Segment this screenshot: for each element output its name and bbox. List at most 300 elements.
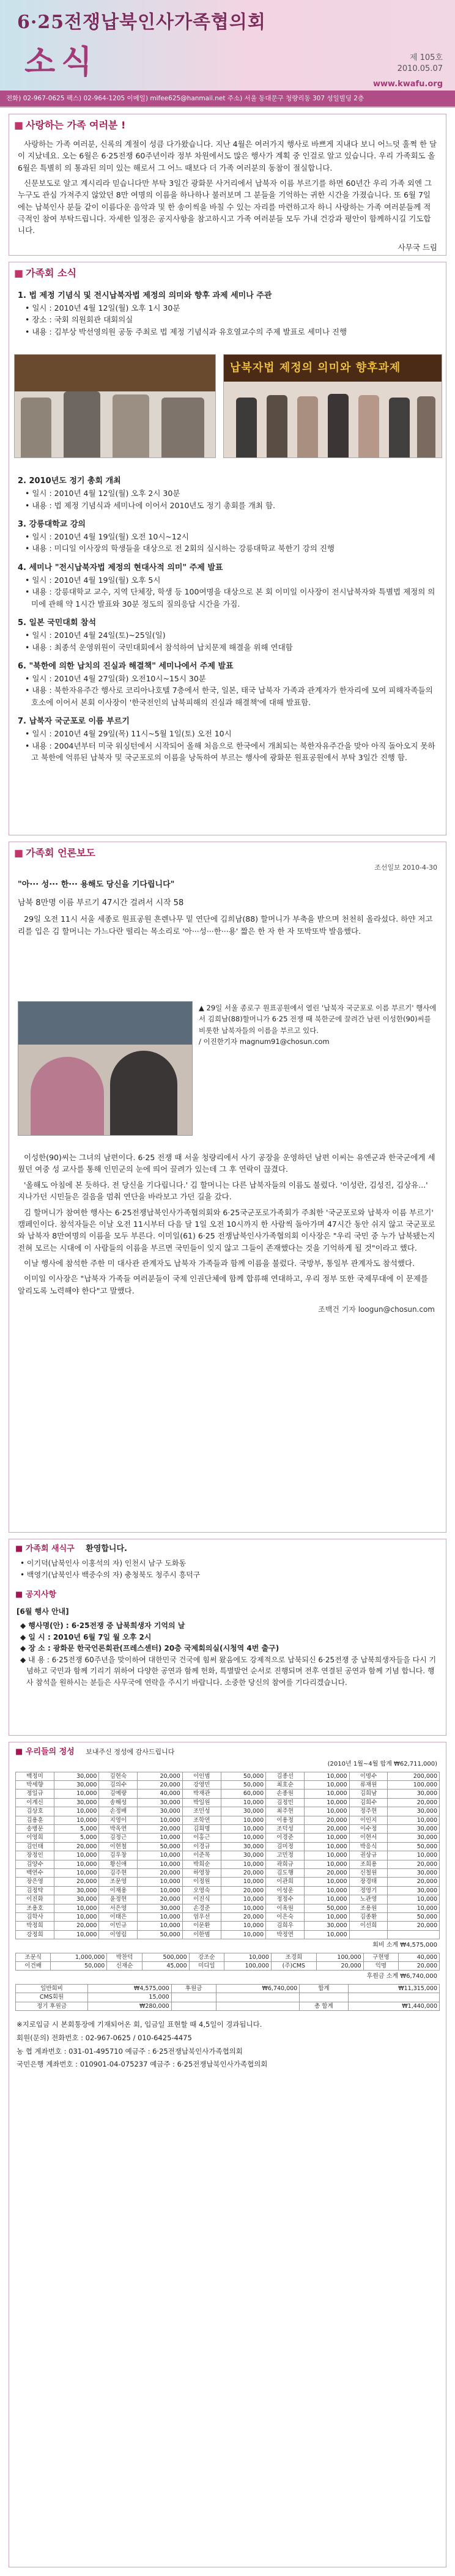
table-cell-amount: 10,000 (54, 1790, 98, 1798)
table-cell-amount: 20,000 (305, 1816, 349, 1824)
table-cell-amount: 20,000 (138, 1824, 182, 1833)
news-item-line: • 일시 : 2010년 4월 29일(목) 11시~5월 1일(토) 오전 10시 (25, 729, 232, 739)
photo-figure (389, 398, 410, 458)
table-cell-amount: 30,000 (221, 1807, 265, 1816)
table-cell-name: 조문식 (16, 1953, 51, 1961)
news-item-line: • 장소 : 국회 의원회관 대회의실 (25, 315, 133, 325)
bullet-icon: ■ (15, 1747, 23, 1756)
table-cell-name: 조희용 (349, 1860, 388, 1868)
table-row (16, 2002, 440, 2010)
newsletter-header (0, 0, 455, 108)
table-cell-name: 이현철 (99, 1842, 138, 1851)
photo-figure (297, 396, 318, 458)
table-cell-name: 김현숙 (99, 1772, 138, 1780)
section-heading: ■ 가족회 언론보도 (14, 847, 95, 859)
table-cell-amount: 10,000 (221, 1930, 265, 1939)
notice-line: ◆ 일 시 : 2010년 6월 7일 월 오후 2시 (20, 1632, 152, 1641)
table-cell-name: 최주현 (266, 1807, 305, 1816)
table-cell-name: 신철원 (349, 1868, 388, 1877)
table-cell-name: 이경규 (182, 1842, 221, 1851)
sponsor-table (15, 1953, 440, 1971)
table-cell-amount: 10,000 (54, 1807, 98, 1816)
news-items-list (9, 468, 446, 763)
table-cell-name: 김정근 (99, 1834, 138, 1842)
table-cell-amount: 30,000 (138, 1798, 182, 1807)
table-cell-name: 이은숙 (266, 1912, 305, 1921)
table-cell-amount: 45,000 (142, 1961, 189, 1970)
photo-figure (236, 398, 257, 458)
table-cell-name: 후원금 (171, 1984, 216, 1993)
table-cell-amount: 10,000 (388, 1816, 440, 1824)
table-cell-amount: 10,000 (305, 1886, 349, 1895)
news-item-title: 5. 일본 국민대회 참석 (18, 618, 97, 628)
table-cell-name (349, 1930, 388, 1939)
table-cell-name: 이수정 (349, 1824, 388, 1833)
table-cell-amount: 10,000 (221, 1798, 265, 1807)
table-cell-amount: 10,000 (305, 1895, 349, 1904)
letter-paragraph: 사랑하는 가족 여러분, 신록의 계절이 성큼 다가왔습니다. 지난 4월은 여러가지 행사로 바쁘게 지내다 보니 어느덧 훌쩍 한 달이 지났네요. 오는 6월은 6·25전쟁 60주년이라 정부 차원에서도 많은 행사가 계획 중 인걸로 알고 있습니다. 우리 가족회도 올 6월은 특별히 의 통과된 의미 있는 해로서 그 어느 때보다 더 가족 여러분의 동참이 절실합니다. (18, 139, 437, 172)
table-cell-amount: 50,000 (221, 1781, 265, 1790)
new-members-heading: ■ 가족회 새식구 환영합니다. (15, 1544, 127, 1553)
table-cell-amount: 10,000 (54, 1930, 98, 1939)
notice-heading: ■ 공지사항 (15, 1590, 57, 1600)
table-cell-amount: 10,000 (305, 1930, 349, 1939)
table-cell-name: 조학연 (182, 1816, 221, 1824)
table-cell-amount: ₩280,000 (88, 2002, 172, 2010)
table-cell-name: 윤정현 (99, 1895, 138, 1904)
table-cell-amount: 40,000 (399, 1953, 440, 1961)
news-item-line: • 내용 : 2004년부터 미국 워싱턴에서 시작되어 올해 처음으로 한국에서 개최되는 북한자유주간을 맞아 아직 돌아오지 못하고 북한에 억류된 납북자 및 국군포로의 이름을 낭독하여 부르는 행사에 광화문 원표공원에서 부탁 3일간 진행 함. (25, 741, 435, 763)
table-cell-amount: 20,000 (399, 1961, 440, 1970)
table-cell-name: 이명수 (349, 1772, 388, 1780)
table-cell-amount: 10,000 (138, 1860, 182, 1868)
table-row (16, 1868, 440, 1877)
table-cell-name: 이영희 (16, 1834, 54, 1842)
article-paragraph: '올해도 아침에 본 듯하다. 전 당신을 기다립니다.' 김 할머니는 다른 납북자들의 이름도 불렀다. '이성란, 김성진, 김상유...' 지나가던 시민들은 걸음을 멈춰 연단을 바라보고 가던 길을 갔다. (18, 1180, 428, 1202)
table-cell-amount: 30,000 (388, 1807, 440, 1816)
seminar-photo-left (14, 354, 216, 458)
table-row (16, 1790, 440, 1798)
table-cell-amount: 20,000 (305, 1824, 349, 1833)
news-item-line: • 내용 : 강릉대학교 교수, 지역 단체장, 학생 등 100여명을 대상으로 본 회 이미일 이사장이 전시납북자와 특별법 제정의 의미에 관해 약 1시간 발표와 30분 정도의 질의응답 시간을 가짐. (25, 587, 435, 609)
table-cell-name: 최호순 (266, 1781, 305, 1790)
news-item-line: • 일시 : 2010년 4월 12일(월) 오후 2시 30분 (25, 489, 180, 498)
table-cell-amount: 10,000 (305, 1807, 349, 1816)
table-cell-name: 손경준 (182, 1904, 221, 1912)
bullet-icon: ■ (15, 1544, 23, 1553)
table-cell-name: 이성운 (266, 1886, 305, 1895)
table-cell-name: 곽희규 (266, 1860, 305, 1868)
table-row (16, 1851, 440, 1860)
table-cell-name: 김정민 (266, 1798, 305, 1807)
notice-subheading: [6월 행사 안내] (17, 1607, 69, 1616)
table-cell-amount: 10,000 (305, 1798, 349, 1807)
press-photo-caption: ▲ 29일 서울 종로구 원표공원에서 열린 '납북자 국군포로 이름 부르기' 행사에서 김희남(88)할머니가 6·25 전쟁 때 북한군에 끌려간 남편 이성한(90)씨를 비롯한 납북자들의 이름을 부르고 있다. / 이진한기자 magnum91@chosun.com (199, 1002, 437, 1048)
table-cell-amount: 20,000 (388, 1922, 440, 1930)
table-cell-amount: 50,000 (305, 1904, 349, 1912)
table-cell-name: 이영림 (99, 1930, 138, 1939)
table-row (16, 1993, 440, 2002)
table-cell-name: 이현서 (349, 1834, 388, 1842)
table-cell-name: 박정연 (266, 1930, 305, 1939)
photo-figure (328, 394, 349, 458)
contact-bar: 전화) 02-967-0625 팩스) 02-964-1205 이메일) mifee625@hanmail.net 주소) 서울 동대문구 청량리동 307 성일빌딩 2층 (0, 91, 455, 106)
table-cell-amount: 10,000 (305, 1834, 349, 1842)
news-item-line: • 내용 : 북한자유주간 행사로 코리아나호텔 7층에서 한국, 일본, 태국 납북자 가족과 관계자가 한자리에 모여 피해자족들의 호소에 이어서 본회 이사장이 '한국전인의 납북피해의 진실과 해결책'에 대해 발표함. (25, 686, 433, 707)
table-cell-name: 박세향 (16, 1781, 54, 1790)
table-cell-amount: 10,000 (221, 1922, 265, 1930)
table-cell-name: 이민규 (99, 1922, 138, 1930)
table-cell-name: 김학사 (16, 1912, 54, 1921)
photo-backdrop (15, 355, 216, 391)
table-cell-name: 미디일 (189, 1961, 224, 1970)
table-cell-amount: 10,000 (138, 1851, 182, 1860)
table-cell-amount: 5,000 (54, 1834, 98, 1842)
table-cell-amount: 30,000 (388, 1834, 440, 1842)
table-cell-name: 지영이 (99, 1816, 138, 1824)
table-cell-name (171, 2002, 216, 2010)
article-byline: 조백건 기자 loogun@chosun.com (318, 1305, 435, 1314)
table-cell-amount: 50,000 (388, 1912, 440, 1921)
table-cell-name: 황신애 (99, 1860, 138, 1868)
table-cell-amount: 10,000 (305, 1772, 349, 1780)
table-cell-name: 조문영 (99, 1878, 138, 1886)
news-item (9, 555, 446, 610)
table-cell-amount: 20,000 (54, 1922, 98, 1930)
table-cell-amount: 15,000 (88, 1993, 172, 2002)
table-cell-name: 김종선 (266, 1772, 305, 1780)
news-section (9, 262, 446, 835)
donations-subtotal: 회비 소계 ₩4,575,000 (372, 1942, 437, 1949)
issue-number: 제 105호 (409, 53, 443, 62)
section-heading: ■ 사랑하는 가족 여러분 ! (14, 119, 126, 131)
table-cell-name: 김도행 (266, 1868, 305, 1877)
table-cell-name: 김주현 (99, 1868, 138, 1877)
table-cell-name: 박응식 (349, 1842, 388, 1851)
news-item (9, 708, 446, 763)
table-cell-amount: 30,000 (388, 1790, 440, 1798)
news-item-title: 6. "북한에 의한 납치의 진실과 해결책" 세미나에서 주제 발표 (18, 661, 234, 671)
table-cell-amount: 50,000 (138, 1842, 182, 1851)
table-cell-amount: 10,000 (221, 1816, 265, 1824)
article-paragraph: 김 할머니가 참여한 행사는 6·25전쟁납북인사가족협의회와 6·25국군포로가족회가 주최한 '국군포로와 납북자 이름 부르기' 캠페인이다. 참석자들은 이날 오전 11시부터 다음 달 1일 오전 10시까지 한 사람씩 돌아가며 47시간 동안 쉬지 않고 국군포로와 납북자 8만여명의 이름을 모두 부른다. 이미일(61) 6·25 전쟁납북인사가족협의회 이사장은 "우리 국민 중 누가 납북됐는지 전혀 모르는 시대에 이 사람들의 이름을 부르면 국민들이 잊지 않고 그들이 존재했다는 것을 기억하게 될 것"이라고 했다. (18, 1207, 435, 1253)
table-cell-name: 정영기 (349, 1886, 388, 1895)
table-cell-name: 조경희 (271, 1953, 316, 1961)
table-cell-amount: 10,000 (54, 1816, 98, 1824)
table-row (16, 1878, 440, 1886)
table-cell-name: 박옥연 (99, 1824, 138, 1833)
press-article-body (9, 1148, 446, 1316)
table-cell-name: 류재원 (349, 1781, 388, 1790)
members-notice-section (9, 1539, 446, 1736)
photo-figure (21, 398, 51, 458)
table-cell-amount: 30,000 (54, 1772, 98, 1780)
photo-figure (161, 398, 204, 458)
table-row (16, 1904, 440, 1912)
table-cell-name: 서은영 (99, 1904, 138, 1912)
table-cell-name: 이인범 (182, 1772, 221, 1780)
table-cell-amount: 50,000 (51, 1961, 107, 1970)
notice-body (9, 1602, 446, 1688)
table-cell-name: 손종원 (266, 1790, 305, 1798)
table-cell-amount: ₩4,575,000 (88, 1984, 172, 1993)
donations-heading: ■ 우리들의 정성 보내주신 정성에 감사드립니다 (15, 1747, 175, 1756)
bullet-icon: ■ (14, 847, 24, 859)
table-cell-name: 조덕성 (266, 1824, 305, 1833)
table-cell-name: 이한범 (182, 1930, 221, 1939)
news-item-line: • 일시 : 2010년 4월 27일(화) 오전10시~15시 30분 (25, 674, 206, 684)
table-cell-amount (388, 1930, 440, 1939)
table-cell-name: 익명 (363, 1961, 398, 1970)
table-cell-amount: 30,000 (388, 1868, 440, 1877)
table-cell-amount: 10,000 (138, 1816, 182, 1824)
news-item-title: 4. 세미나 "전시납북자법 제정의 현대사적 의미" 주제 발표 (18, 563, 223, 572)
news-item-line: • 내용 : 김부상 박선영의원 공동 주최로 법 제정 기념식과 유호열교수의 주제 발표로 세미나 진행 (25, 327, 347, 336)
table-cell-amount: 20,000 (138, 1772, 182, 1780)
table-cell-amount: 20,000 (221, 1912, 265, 1921)
table-cell-amount: 20,000 (54, 1878, 98, 1886)
table-cell-amount: ₩6,740,000 (216, 1984, 300, 1993)
table-cell-amount: 10,000 (388, 1895, 440, 1904)
press-intro: 29일 오전 11시 서울 세종로 원표공원 흔렌나무 밑 연단에 김희남(88) 할머니가 부축을 받으며 천천히 올라섰다. 하얀 저고리를 입은 김 할머니는 가느다란 떨리는 목소리로 '아···성···한···용' 짧은 한 자 한 자 또박또박 발음했다. (18, 914, 433, 936)
table-cell-amount: 20,000 (221, 1868, 265, 1877)
table-cell-amount: 20,000 (138, 1781, 182, 1790)
news-item-line: • 내용 : 최종석 운영위원이 국민대회에서 참석하여 납치문제 해결을 위해 연대함 (25, 642, 293, 652)
table-cell-name: 조용원 (349, 1904, 388, 1912)
table-cell-amount: 40,000 (138, 1790, 182, 1798)
table-row (16, 1824, 440, 1833)
sponsor-subtotal: 후원금 소계 ₩6,740,000 (366, 1973, 437, 1980)
table-cell-amount: 10,000 (54, 1851, 98, 1860)
table-cell-amount: 30,000 (221, 1842, 265, 1851)
table-cell-amount: 10,000 (305, 1790, 349, 1798)
table-cell-amount: 20,000 (54, 1842, 98, 1851)
summary-table (15, 1984, 440, 2011)
table-row (16, 1930, 440, 1939)
table-cell-name: 이재용 (99, 1886, 138, 1895)
table-cell-name: 이진화 (16, 1895, 54, 1904)
table-row (16, 1953, 440, 1961)
table-cell-amount: 30,000 (54, 1886, 98, 1895)
table-cell-amount: 10,000 (221, 1878, 265, 1886)
table-cell-name: 이준목 (182, 1851, 221, 1860)
table-cell-amount: 10,000 (224, 1953, 272, 1961)
table-cell-amount (216, 2002, 300, 2010)
news-item (9, 653, 446, 708)
table-row (16, 1886, 440, 1895)
table-cell-name: 김희수 (349, 1798, 388, 1807)
table-cell-amount: 10,000 (221, 1904, 265, 1912)
table-cell-name: 김인태 (16, 1842, 54, 1851)
table-cell-amount: 10,000 (305, 1878, 349, 1886)
table-cell-name: 김희명 (182, 1824, 221, 1833)
seminar-photo-right (223, 354, 442, 458)
table-cell-amount (348, 1993, 439, 2002)
news-item-line: • 내용 : 법 제정 기념식과 세미나에 이어서 2010년도 정기 총회를 개최 함. (25, 500, 276, 510)
table-cell-name: 이진식 (182, 1895, 221, 1904)
table-cell-amount: 100,000 (316, 1953, 363, 1961)
table-cell-name: 장은영 (16, 1878, 54, 1886)
table-cell-amount: 30,000 (54, 1781, 98, 1790)
table-row (16, 1912, 440, 1921)
table-cell-name: 엄우선 (182, 1912, 221, 1921)
table-cell-name: 이문환 (182, 1922, 221, 1930)
table-cell-amount: 1,000,000 (51, 1953, 107, 1961)
photo-figure (113, 394, 149, 458)
table-cell-name: 장정인 (16, 1851, 54, 1860)
table-cell-amount: 30,000 (138, 1807, 182, 1816)
table-cell-name: 이계신 (16, 1798, 54, 1807)
table-cell-name: 김양수 (16, 1860, 54, 1868)
table-cell-name: 이홍근 (182, 1834, 221, 1842)
table-cell-amount: 10,000 (388, 1904, 440, 1912)
table-cell-name: 총 합계 (300, 2002, 348, 2010)
article-paragraph: 이성한(90)씨는 그녀의 남편이다. 6·25 전쟁 때 서울 청량리에서 사기 공장을 운영하던 남편 이씨는 유엔군과 한국군에게 세웠던 여중 성 교사를 통해 인민군의 눈에 띄어 끌려가 있는데 그 후 연락이 끊겼다. (18, 1153, 435, 1174)
table-cell-name: 일반회비 (16, 1984, 88, 1993)
table-cell-name: 조민성 (182, 1807, 221, 1816)
table-cell-name: 박재관 (182, 1790, 221, 1798)
table-cell-name: 강조순 (189, 1953, 224, 1961)
new-members-list (9, 1556, 446, 1580)
table-cell-name: 이정원 (182, 1878, 221, 1886)
photographer-credit: / 이진한기자 magnum91@chosun.com (199, 1037, 330, 1046)
table-cell-amount: 10,000 (305, 1860, 349, 1868)
table-cell-amount: 10,000 (138, 1912, 182, 1921)
notice-line: ◆ 장 소 : 광화문 한국언론회관(프레스센터) 20층 국제회의실(시청역 4번 출구) (20, 1644, 279, 1653)
table-cell-amount: 10,000 (54, 1904, 98, 1912)
table-cell-name: 권상규 (349, 1851, 388, 1860)
table-row (16, 1860, 440, 1868)
table-cell-amount: 30,000 (54, 1895, 98, 1904)
table-cell-amount: 50,000 (388, 1842, 440, 1851)
donation-note: ※지로입금 시 본회통장에 기재되어온 회, 입금일 표현할 때 4,5일이 경과됩니다. (17, 2020, 262, 2029)
table-cell-name: 이옥원 (266, 1904, 305, 1912)
issue-info (398, 53, 443, 75)
table-row (16, 1922, 440, 1930)
table-cell-amount: 10,000 (54, 1860, 98, 1868)
table-row (16, 1842, 440, 1851)
table-cell-name (300, 1993, 348, 2002)
table-cell-name: 김예량 (99, 1790, 138, 1798)
donation-note: 회원(문의) 전화번호 : 02-967-0625 / 010-6425-4475 (17, 2033, 192, 2042)
notice-line: ◆ 내 용 : 6·25전쟁 60주년을 맞이하여 대한민국 건국에 힘써 왔음에도 강제적으로 납북되신 6·25전쟁 중 납북희생자들을 다시 기념하고 국민과 함께 기리기 위하여 다양한 공연과 함께 헌화, 특별발언 순서로 진행되며 전후 연결된 공연과 함께 기념 합니다. 행사 참석을 원하시는 분들은 사무국에 연락을 주시기 바랍니다. 소중한 당신의 참여를 기다리겠습니다. (20, 1655, 437, 1687)
table-cell-name: CMS회원 (16, 1993, 88, 2002)
news-item-line: • 내용 : 미디일 이사장의 학생들을 대상으로 전 2회의 실시하는 강릉대학교 북한기 강의 진행 (25, 544, 335, 553)
bullet-icon: ■ (14, 267, 24, 279)
press-lead: 남북 8만명 이름 부르기 47시간 걸려서 시작 58 (18, 898, 184, 908)
news-item-line: • 일시 : 2010년 4월 24일(토)~25일(일) (25, 631, 166, 640)
table-cell-amount: 10,000 (221, 1824, 265, 1833)
article-paragraph: 이날 행사에 참석한 주한 미 대사관 관계자도 납북자 가족들과 함께 이름을 불렀다. 국방부, 통일부 관계자도 참석했다. (24, 1259, 415, 1268)
table-row (16, 1816, 440, 1824)
table-cell-amount: 30,000 (138, 1904, 182, 1912)
news-item (9, 283, 446, 338)
news-item-line: • 일시 : 2010년 4월 19일(월) 오후 5시 (25, 575, 161, 585)
website-link[interactable]: www.kwafu.org (372, 80, 443, 89)
table-cell-name: 김미정 (266, 1842, 305, 1851)
table-cell-name: 김우창 (99, 1851, 138, 1860)
table-cell-name: 백정미 (16, 1772, 54, 1780)
table-cell-amount: 200,000 (388, 1772, 440, 1780)
table-cell-amount: 10,000 (138, 1886, 182, 1895)
table-cell-amount: 20,000 (305, 1868, 349, 1877)
news-item-title: 7. 납북자 국군포로 이름 부르기 (18, 717, 130, 727)
photo-figure (64, 391, 100, 458)
table-cell-amount: 500,000 (142, 1953, 189, 1961)
press-section (9, 842, 446, 1533)
table-cell-name: 조용호 (16, 1904, 54, 1912)
donations-notes (9, 2017, 446, 2070)
table-cell-name: 박일원 (182, 1798, 221, 1807)
table-cell-amount: 20,000 (316, 1961, 363, 1970)
table-cell-name: 신재순 (107, 1961, 142, 1970)
table-cell-name: 박희순 (182, 1860, 221, 1868)
table-cell-name: 구현명 (363, 1953, 398, 1961)
table-cell-name: 장경태 (349, 1878, 388, 1886)
news-item-line: • 일시 : 2010년 4월 12일(월) 오후 1시 30분 (25, 303, 180, 313)
table-cell-name: 김의수 (99, 1781, 138, 1790)
table-cell-name: 합계 (300, 1984, 348, 1993)
table-cell-name: 김용훈 (16, 1816, 54, 1824)
table-cell-amount: 50,000 (138, 1930, 182, 1939)
news-item-title: 3. 강릉대학교 강의 (18, 519, 86, 529)
table-cell-amount: 20,000 (388, 1878, 440, 1886)
table-cell-name: 노관영 (349, 1895, 388, 1904)
donations-table (15, 1772, 440, 1939)
table-row (16, 1798, 440, 1807)
newsletter-name: 소식 (24, 43, 98, 81)
table-cell-name: 송병문 (16, 1824, 54, 1833)
new-member-item: • 이기덕(납북인사 이홍석의 자) 인천시 남구 도화동 (20, 1559, 187, 1568)
photo-banner-text: 납북자법 제정의 의미와 향후과제 (224, 355, 442, 382)
photo-figure (110, 1051, 177, 1136)
table-cell-amount: 10,000 (221, 1860, 265, 1868)
table-row (16, 1807, 440, 1816)
table-cell-amount: 10,000 (221, 1895, 265, 1904)
table-row (16, 1961, 440, 1970)
photo-background (18, 1002, 193, 1045)
table-cell-name: 김상호 (16, 1807, 54, 1816)
news-item (9, 468, 446, 511)
table-cell-amount: 100,000 (388, 1781, 440, 1790)
table-cell-name: 이태은 (99, 1912, 138, 1921)
photo-figure (358, 395, 379, 458)
press-headline: "아··· 성··· 한··· 용해도 당신을 기다립니다" (18, 879, 175, 889)
table-cell-amount: 20,000 (138, 1895, 182, 1904)
table-cell-amount: 5,000 (54, 1824, 98, 1833)
table-cell-amount: 50,000 (221, 1772, 265, 1780)
table-cell-name: 김정탁 (16, 1886, 54, 1895)
photo-figure (31, 1057, 104, 1136)
table-cell-amount: 20,000 (221, 1886, 265, 1895)
table-cell-name: 박찬덕 (107, 1953, 142, 1961)
table-cell-name: 정기 후원금 (16, 2002, 88, 2010)
table-cell-name: 정일규 (16, 1790, 54, 1798)
org-title: 6·25전쟁납북인사가족협의회 (17, 12, 266, 33)
news-item-title: 1. 법 제정 기념식 및 전시납북자법 제정의 의미와 향후 과제 세미나 주관 (18, 291, 272, 300)
table-cell-name: (주)CMS (271, 1961, 316, 1970)
table-cell-amount: 20,000 (138, 1868, 182, 1877)
table-cell-amount: ₩11,315,000 (348, 1984, 439, 1993)
table-cell-amount: 30,000 (388, 1824, 440, 1833)
table-cell-name: 손정배 (99, 1807, 138, 1816)
section-heading: ■ 가족회 소식 (14, 267, 76, 279)
table-cell-name: 박정희 (16, 1922, 54, 1930)
table-row (16, 1984, 440, 1993)
table-cell-name: 고민정 (266, 1851, 305, 1860)
table-cell-name: 하영창 (182, 1868, 221, 1877)
table-cell-amount: 10,000 (54, 1868, 98, 1877)
